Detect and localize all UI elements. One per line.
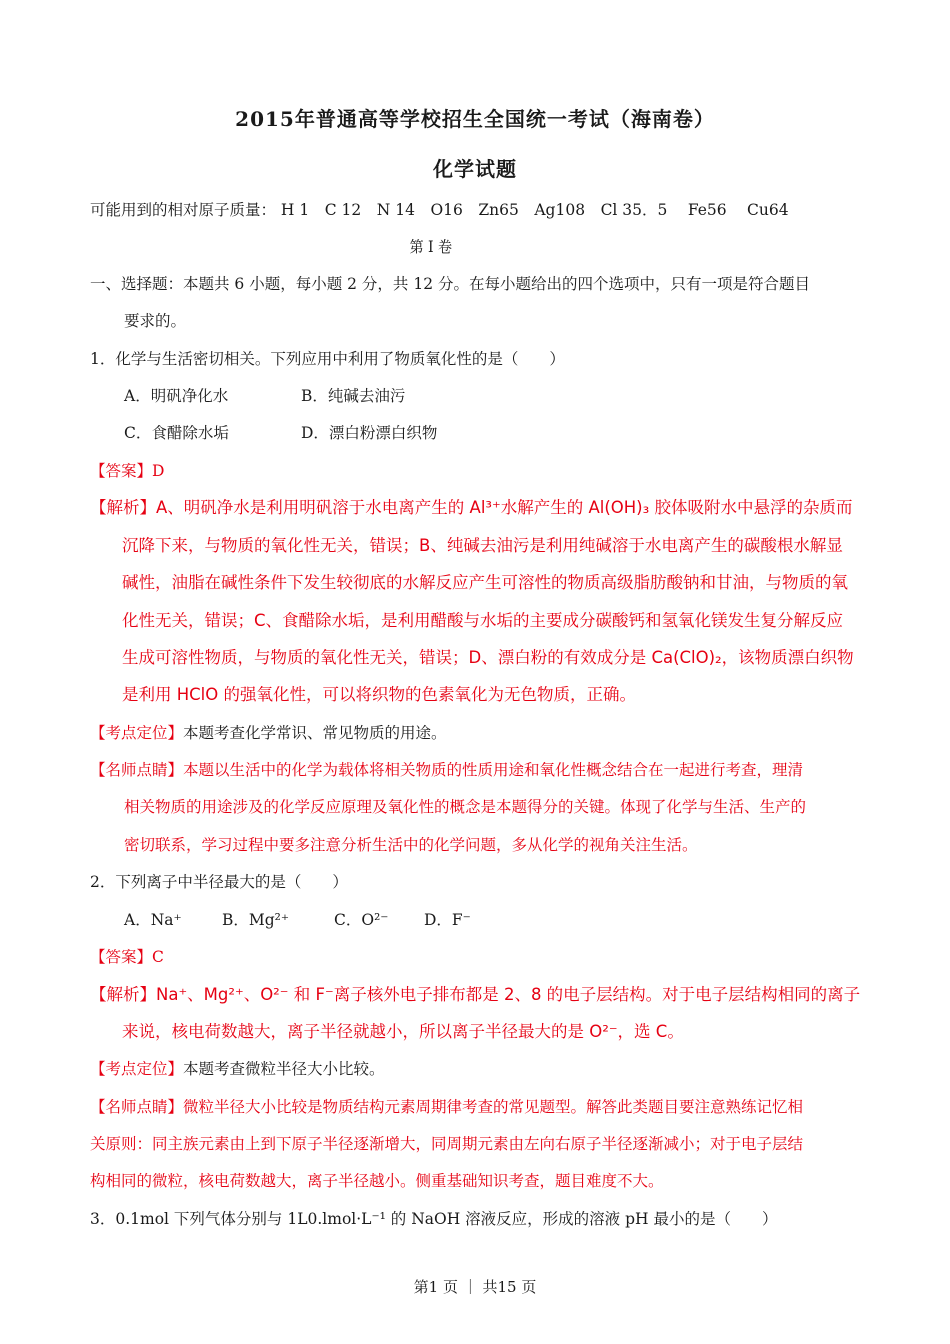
q2-option-d: D．F⁻: [424, 911, 471, 929]
q1-option-a: A．明矾净化水: [124, 387, 229, 405]
q2-teacher-note-line: 构相同的微粒，核电荷数越大，离子半径越小。侧重基础知识考查，题目难度不大。: [90, 1172, 664, 1190]
q1-option-d: D．漂白粉漂白织物: [301, 424, 438, 442]
q2-option-b: B．Mg²⁺: [222, 911, 290, 929]
q1-answer: 【答案】D: [90, 462, 165, 480]
exam-subtitle: 化学试题: [433, 157, 517, 181]
q1-option-c: C．食醋除水垢: [124, 424, 229, 442]
knowledge-point-tag: 【考点定位】: [90, 1060, 184, 1078]
q1-analysis-line: 沉降下来，与物质的氧化性无关，错误；B、纯碱去油污是利用纯碱溶于水电离产生的碳酸根水解显: [122, 536, 843, 555]
knowledge-point-text: 本题考查化学常识、常见物质的用途。: [183, 724, 447, 742]
q1-analysis-line: 化性无关，错误；C、食醋除水垢，是利用醋酸与水垢的主要成分碳酸钙和氢氧化镁发生复分解反应: [122, 611, 844, 630]
q2-analysis-line: 【解析】Na⁺、Mg²⁺、O²⁻ 和 F⁻离子核外电子排布都是 2、8 的电子层结构。对于电子层结构相同的离子: [90, 985, 861, 1004]
q1-stem: 1．化学与生活密切相关。下列应用中利用了物质氧化性的是（ ）: [90, 350, 565, 368]
q1-teacher-note: [90, 759, 803, 781]
teacher-note-tag: 【名师点睛】: [90, 761, 184, 779]
q1-teacher-note-line: 相关物质的用途涉及的化学反应原理及氧化性的概念是本题得分的关键。体现了化学与生活、生产的: [124, 798, 807, 816]
atomic-masses: 可能用到的相对原子质量： H 1 C 12 N 14 O16 Zn65 Ag108 Cl 35．5 Fe56 Cu64: [90, 201, 789, 219]
q1-analysis-line: 生成可溶性物质，与物质的氧化性无关，错误；D、漂白粉的有效成分是 Ca(ClO)₂，该物质漂白织物: [122, 648, 854, 667]
q2-knowledge-point: [90, 1058, 385, 1080]
q1-teacher-note-line: 密切联系，学习过程中要多注意分析生活中的化学问题，多从化学的视角关注生活。: [124, 836, 698, 854]
q1-analysis-line: 碱性，油脂在碱性条件下发生较彻底的水解反应产生可溶性的物质高级脂肪酸钠和甘油，与物质的氧: [122, 573, 848, 592]
q2-option-a: A．Na⁺: [124, 911, 182, 929]
q1-option-b: B．纯碱去油污: [301, 387, 406, 405]
teacher-note-tag: 【名师点睛】: [90, 1098, 184, 1116]
exam-title: 2015年普通高等学校招生全国统一考试（海南卷）: [235, 107, 715, 131]
q1-analysis-line: 【解析】A、明矾净水是利用明矾溶于水电离产生的 Al³⁺水解产生的 Al(OH)₃ 胶体吸附水中悬浮的杂质而: [90, 498, 853, 517]
q2-stem: 2．下列离子中半径最大的是（ ）: [90, 873, 348, 891]
q2-option-c: C．O²⁻: [334, 911, 389, 929]
section-instruction-2: 要求的。: [124, 312, 187, 330]
section-instruction-1: 一、选择题：本题共 6 小题，每小题 2 分，共 12 分。在每小题给出的四个选项中，只有一项是符合题目: [90, 275, 811, 293]
teacher-note-text: 本题以生活中的化学为载体将相关物质的性质用途和氧化性概念结合在一起进行考查，理清: [183, 761, 804, 779]
knowledge-point-text: 本题考查微粒半径大小比较。: [183, 1060, 385, 1078]
teacher-note-text: 微粒半径大小比较是物质结构元素周期律考查的常见题型。解答此类题目要注意熟练记忆相: [183, 1098, 804, 1116]
q2-teacher-note-line: 关原则：同主族元素由上到下原子半径逐渐增大，同周期元素由左向右原子半径逐渐减小；对于电子层结: [90, 1135, 804, 1153]
q3-stem: 3．0.1mol 下列气体分别与 1L0.lmol·L⁻¹ 的 NaOH 溶液反应，形成的溶液 pH 最小的是（ ）: [90, 1210, 778, 1228]
q1-knowledge-point: [90, 722, 447, 744]
page-footer: 第1 页 ｜ 共15 页: [413, 1278, 537, 1296]
q2-answer: 【答案】C: [90, 948, 164, 966]
q2-analysis-line: 来说，核电荷数越大，离子半径就越小，所以离子半径最大的是 O²⁻，选 C。: [122, 1022, 684, 1041]
q1-analysis-line: 是利用 HClO 的强氧化性，可以将织物的色素氧化为无色物质，正确。: [122, 685, 636, 704]
volume-heading: 第 I 卷: [409, 238, 453, 256]
knowledge-point-tag: 【考点定位】: [90, 724, 184, 742]
q2-teacher-note: [90, 1096, 803, 1118]
